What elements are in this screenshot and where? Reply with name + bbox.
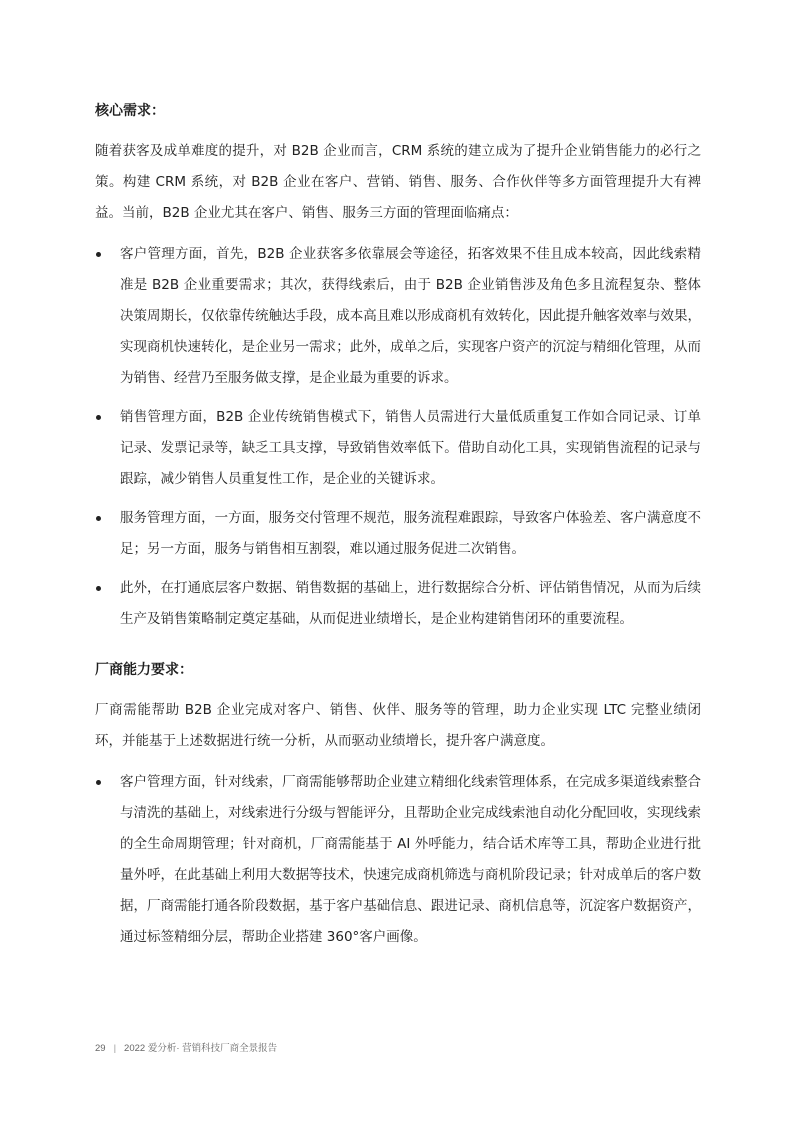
list-item — [95, 503, 701, 565]
list-item — [95, 767, 701, 953]
bullet-icon — [96, 516, 101, 521]
page-number: 29 — [95, 1043, 106, 1054]
core-needs-list — [95, 239, 701, 635]
section-heading-vendor-requirements: 厂商能力要求： — [95, 662, 193, 678]
list-item-text: 服务管理方面，一方面，服务交付管理不规范，服务流程难跟踪，导致客户体验差、客户满意度不足；另一方面，服务与销售相互割裂，难以通过服务促进二次销售。 — [120, 510, 701, 557]
bullet-icon — [96, 252, 101, 257]
list-item — [95, 573, 701, 635]
list-item — [95, 402, 701, 495]
list-item-text: 客户管理方面，针对线索，厂商需能够帮助企业建立精细化线索管理体系，在完成多渠道线索整合与清洗的基础上，对线索进行分级与智能评分，且帮助企业完成线索池自动化分配回收，实现线索的全生命周期管理；针对商机，厂商需能基于 AI 外呼能力，结合话术库等工具，帮助企业进行批量外呼，在此基础上利用大数据等技术，快速完成商机筛选与商机阶段记录；针对成单后的客户数据，厂商需能打通各阶段数据，基于客户基础信息、跟进记录、商机信息等，沉淀客户数据资产，通过标签精细分层，帮助企业搭建 360°客户画像。 — [120, 774, 701, 945]
bullet-icon — [96, 586, 101, 591]
report-title: 2022 爱分析· 营销科技厂商全景报告 — [124, 1043, 278, 1054]
list-item — [95, 239, 701, 394]
list-item-text: 此外，在打通底层客户数据、销售数据的基础上，进行数据综合分析、评估销售情况，从而为后续生产及销售策略制定奠定基础，从而促进业绩增长，是企业构建销售闭环的重要流程。 — [120, 580, 701, 627]
footer-separator: | — [113, 1043, 117, 1054]
core-needs-intro: 随着获客及成单难度的提升，对 B2B 企业而言，CRM 系统的建立成为了提升企业销售能力的必行之策。构建 CRM 系统，对 B2B 企业在客户、营销、销售、服务、合作伙伴等多方面管理提升大有裨益。当前，B2B 企业尤其在客户、销售、服务三方面的管理面临痛点： — [95, 143, 701, 221]
page-content — [95, 98, 701, 961]
bullet-icon — [96, 415, 101, 420]
list-item-text: 销售管理方面，B2B 企业传统销售模式下，销售人员需进行大量低质重复工作如合同记录、订单记录、发票记录等，缺乏工具支撑，导致销售效率低下。借助自动化工具，实现销售流程的记录与跟踪，减少销售人员重复性工作，是企业的关键诉求。 — [120, 409, 701, 487]
vendor-requirements-intro: 厂商需能帮助 B2B 企业完成对客户、销售、伙伴、服务等的管理，助力企业实现 LTC 完整业绩闭环，并能基于上述数据进行统一分析，从而驱动业绩增长，提升客户满意度。 — [95, 702, 701, 749]
bullet-icon — [96, 780, 101, 785]
vendor-requirements-list — [95, 767, 701, 953]
list-item-text: 客户管理方面，首先，B2B 企业获客多依靠展会等途径，拓客效果不佳且成本较高，因此线索精准是 B2B 企业重要需求；其次，获得线索后，由于 B2B 企业销售涉及角色多且流程复杂、整体决策周期长，仅依靠传统触达手段，成本高且难以形成商机有效转化，因此提升触客效率与效果，实现商机快速转化，是企业另一需求；此外，成单之后，实现客户资产的沉淀与精细化管理，从而为销售、经营乃至服务做支撑，是企业最为重要的诉求。 — [120, 246, 701, 386]
page-footer — [95, 1040, 277, 1054]
section-heading-core-needs: 核心需求： — [95, 103, 165, 119]
